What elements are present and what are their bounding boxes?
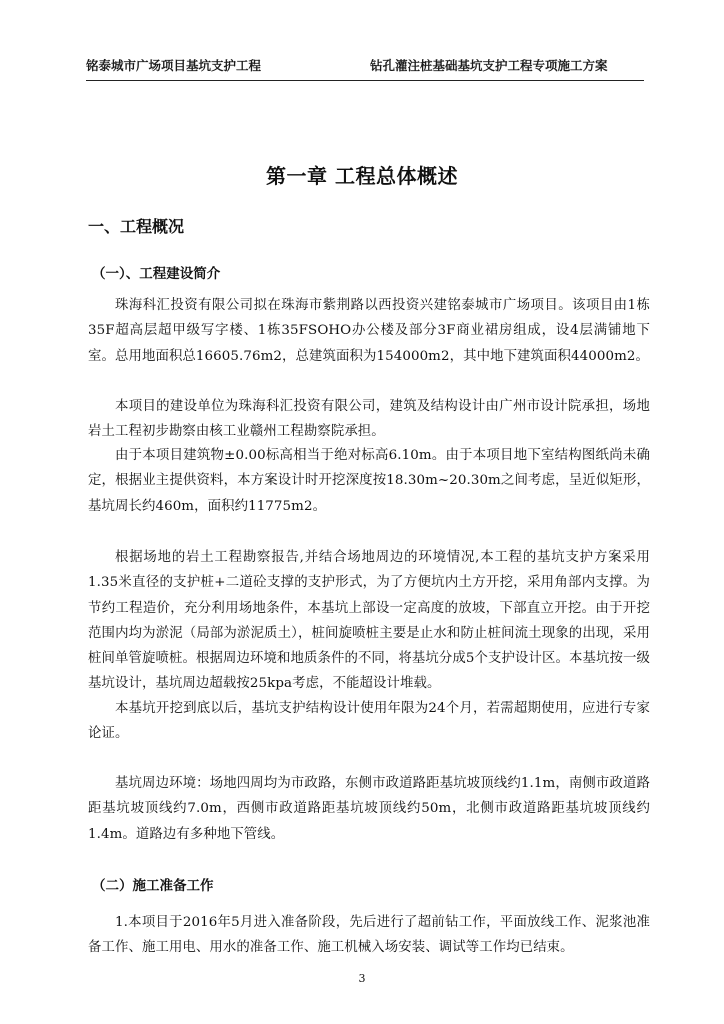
paragraph-preparation-status: 1.本项目于2016年5月进入准备阶段，先后进行了超前钻工作，平面放线工作、泥浆池准备工作、施工用电、用水的准备工作、施工机械入场安装、调试等工作均已结束。 [88, 915, 650, 956]
page-number: 3 [358, 972, 366, 985]
page-header [86, 56, 644, 80]
header-project-name: 铭泰城市广场项目基坑支护工程 [86, 58, 262, 73]
paragraph-excavation-depth: 由于本项目建筑物±0.00标高相当于绝对标高6.10m。由于本项目地下室结构图纸尚未确定，根据业主提供资料，本方案设计时开挖深度按18.30m~20.30m之间考虑，呈近似矩形，基坑周长约460m，面积约11775m2。 [88, 448, 650, 514]
paragraph-project-intro: 珠海科汇投资有限公司拟在珠海市紫荆路以西投资兴建铭泰城市广场项目。该项目由1栋35F超高层超甲级写字楼、1栋35FSOHO办公楼及部分3F商业裙房组成，设4层满铺地下室。总用地面积总16605.76m2，总建筑面积为154000m2，其中地下建筑面积44000m2。 [88, 298, 650, 364]
paragraph-design-units: 本项目的建设单位为珠海科汇投资有限公司，建筑及结构设计由广州市设计院承担，场地岩土工程初步勘察由核工业赣州工程勘察院承担。 [88, 399, 650, 440]
paragraph-service-life: 本基坑开挖到底以后，基坑支护结构设计使用年限为24个月，若需超期使用，应进行专家论证。 [88, 701, 650, 742]
paragraph-support-scheme: 根据场地的岩土工程勘察报告,并结合场地周边的环境情况,本工程的基坑支护方案采用1.35米直径的支护桩+二道砼支撑的支护形式，为了方便坑内土方开挖，采用角部内支撑。为节约工程造价，充分利用场地条件，本基坑上部设一定高度的放坡，下部直立开挖。由于开挖范围内均为淤泥（局部为淤泥质土），桩间旋喷桩主要是止水和防止桩间流土现象的出现，采用桩间单管旋喷桩。根据周边环境和地质条件的不同，将基坑分成5个支护设计区。本基坑按一级基坑设计，基坑周边超载按25kpa考虑，不能超设计堆载。 [88, 550, 650, 692]
subsection-heading-preparation: （二）施工准备工作 [92, 878, 214, 894]
header-divider [86, 80, 644, 81]
subsection-heading-construction-intro: （一）、工程建设简介 [92, 266, 221, 282]
header-document-title: 钻孔灌注桩基础基坑支护工程专项施工方案 [370, 58, 608, 73]
section-heading-overview: 一、工程概况 [88, 217, 185, 236]
paragraph-surrounding-environment: 基坑周边环境：场地四周均为市政路，东侧市政道路距基坑坡顶线约1.1m，南侧市政道路距基坑坡顶线约7.0m，西侧市政道路距基坑坡顶线约50m，北侧市政道路距基坑坡顶线约1.4m。道路边有多种地下管线。 [88, 776, 650, 842]
chapter-title: 第一章 工程总体概述 [266, 164, 458, 188]
